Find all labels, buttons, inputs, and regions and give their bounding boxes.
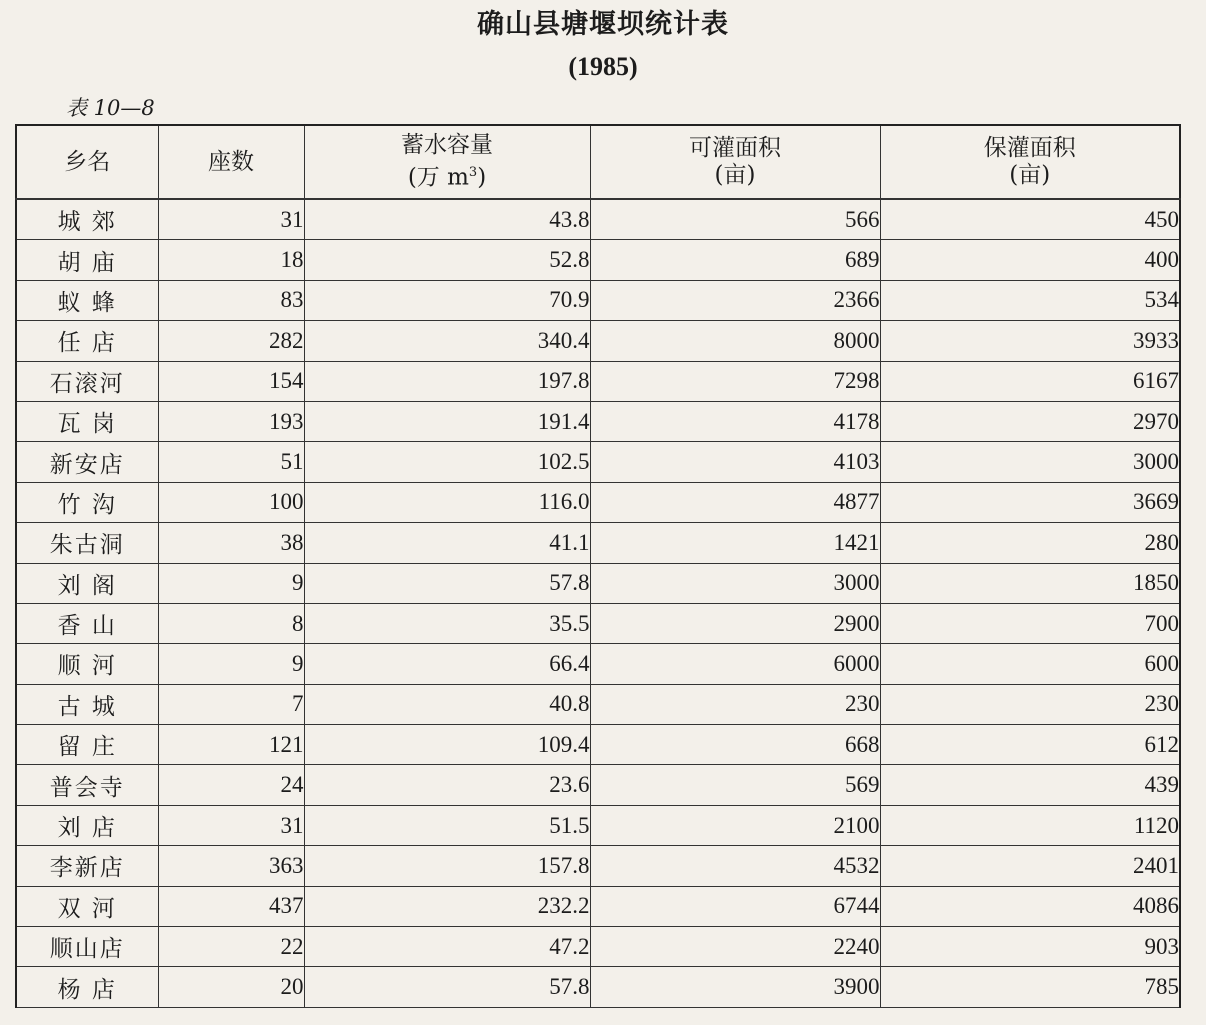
table-number: 表 10—8 <box>66 96 155 120</box>
storage-cell: 35.5 <box>304 603 590 643</box>
count-cell: 83 <box>158 280 304 320</box>
table-row <box>16 321 1180 361</box>
header-storage-unit-exponent: 3 <box>468 165 478 181</box>
table-row <box>16 523 1180 563</box>
header-count-label: 座数 <box>208 148 254 175</box>
header-count <box>158 125 304 199</box>
irrigable-area-cell: 4877 <box>590 482 880 522</box>
count-cell: 24 <box>158 765 304 805</box>
guaranteed-area-cell: 439 <box>880 765 1180 805</box>
storage-cell: 52.8 <box>304 240 590 280</box>
count-cell: 193 <box>158 401 304 441</box>
count-cell: 7 <box>158 684 304 724</box>
township-cell: 李新店 <box>16 846 158 886</box>
township-cell: 石滚河 <box>16 361 158 401</box>
table-row <box>16 563 1180 603</box>
count-cell: 31 <box>158 805 304 845</box>
guaranteed-area-cell: 2401 <box>880 846 1180 886</box>
header-guaranteed <box>880 125 1180 199</box>
irrigable-area-cell: 689 <box>590 240 880 280</box>
storage-cell: 51.5 <box>304 805 590 845</box>
irrigable-area-cell: 566 <box>590 199 880 240</box>
guaranteed-area-cell: 903 <box>880 927 1180 967</box>
storage-cell: 197.8 <box>304 361 590 401</box>
table-body <box>16 199 1180 1007</box>
guaranteed-area-cell: 1850 <box>880 563 1180 603</box>
header-storage-unit <box>305 159 590 192</box>
guaranteed-area-cell: 700 <box>880 603 1180 643</box>
guaranteed-area-cell: 280 <box>880 523 1180 563</box>
count-cell: 363 <box>158 846 304 886</box>
irrigable-area-cell: 3900 <box>590 967 880 1007</box>
header-storage <box>304 125 590 199</box>
count-cell: 51 <box>158 442 304 482</box>
guaranteed-area-cell: 612 <box>880 725 1180 765</box>
header-irrigable <box>590 125 880 199</box>
storage-cell: 157.8 <box>304 846 590 886</box>
guaranteed-area-cell: 3000 <box>880 442 1180 482</box>
guaranteed-area-cell: 3933 <box>880 321 1180 361</box>
guaranteed-area-cell: 600 <box>880 644 1180 684</box>
count-cell: 282 <box>158 321 304 361</box>
table-row <box>16 805 1180 845</box>
count-cell: 9 <box>158 563 304 603</box>
township-cell: 竹 沟 <box>16 482 158 522</box>
count-cell: 38 <box>158 523 304 563</box>
header-township-label: 乡名 <box>64 148 111 175</box>
table-row <box>16 199 1180 240</box>
guaranteed-area-cell: 785 <box>880 967 1180 1007</box>
guaranteed-area-cell: 450 <box>880 199 1180 240</box>
table-row <box>16 401 1180 441</box>
irrigable-area-cell: 2900 <box>590 603 880 643</box>
township-cell: 顺山店 <box>16 927 158 967</box>
storage-cell: 191.4 <box>304 401 590 441</box>
count-cell: 22 <box>158 927 304 967</box>
irrigable-area-cell: 2366 <box>590 280 880 320</box>
storage-cell: 66.4 <box>304 644 590 684</box>
count-cell: 18 <box>158 240 304 280</box>
guaranteed-area-cell: 6167 <box>880 361 1180 401</box>
irrigable-area-cell: 1421 <box>590 523 880 563</box>
count-cell: 100 <box>158 482 304 522</box>
township-cell: 城 郊 <box>16 199 158 240</box>
table-row <box>16 684 1180 724</box>
storage-cell: 232.2 <box>304 886 590 926</box>
storage-cell: 116.0 <box>304 482 590 522</box>
table-row <box>16 361 1180 401</box>
count-cell: 154 <box>158 361 304 401</box>
header-guaranteed-unit: (亩) <box>1009 162 1051 188</box>
table-row <box>16 240 1180 280</box>
irrigable-area-cell: 2240 <box>590 927 880 967</box>
irrigable-area-cell: 7298 <box>590 361 880 401</box>
township-cell: 双 河 <box>16 886 158 926</box>
table-row <box>16 482 1180 522</box>
storage-cell: 41.1 <box>304 523 590 563</box>
irrigable-area-cell: 8000 <box>590 321 880 361</box>
irrigable-area-cell: 569 <box>590 765 880 805</box>
township-cell: 刘 阁 <box>16 563 158 603</box>
count-cell: 8 <box>158 603 304 643</box>
header-irrigable-unit: (亩) <box>714 162 756 188</box>
irrigable-area-cell: 6744 <box>590 886 880 926</box>
irrigable-area-cell: 4178 <box>590 401 880 441</box>
township-cell: 蚁 蜂 <box>16 280 158 320</box>
township-cell: 任 店 <box>16 321 158 361</box>
count-cell: 437 <box>158 886 304 926</box>
storage-cell: 23.6 <box>304 765 590 805</box>
guaranteed-area-cell: 1120 <box>880 805 1180 845</box>
header-storage-unit-prefix: (万 m <box>407 164 469 191</box>
irrigable-area-cell: 668 <box>590 725 880 765</box>
township-cell: 胡 庙 <box>16 240 158 280</box>
header-township <box>16 125 158 199</box>
guaranteed-area-cell: 2970 <box>880 401 1180 441</box>
guaranteed-area-cell: 4086 <box>880 886 1180 926</box>
header-storage-unit-suffix: ) <box>477 164 487 191</box>
header-irrigable-label: 可灌面积 <box>689 135 781 161</box>
table-row <box>16 280 1180 320</box>
irrigable-area-cell: 3000 <box>590 563 880 603</box>
storage-cell: 57.8 <box>304 967 590 1007</box>
township-cell: 朱古洞 <box>16 523 158 563</box>
table-row <box>16 967 1180 1007</box>
header-guaranteed-label: 保灌面积 <box>983 135 1076 161</box>
table-row <box>16 442 1180 482</box>
table-row <box>16 886 1180 926</box>
storage-cell: 70.9 <box>304 280 590 320</box>
count-cell: 9 <box>158 644 304 684</box>
township-cell: 香 山 <box>16 603 158 643</box>
township-cell: 古 城 <box>16 684 158 724</box>
count-cell: 20 <box>158 967 304 1007</box>
irrigable-area-cell: 6000 <box>590 644 880 684</box>
storage-cell: 109.4 <box>304 725 590 765</box>
storage-cell: 340.4 <box>304 321 590 361</box>
township-cell: 普会寺 <box>16 765 158 805</box>
count-cell: 121 <box>158 725 304 765</box>
guaranteed-area-cell: 3669 <box>880 482 1180 522</box>
irrigable-area-cell: 2100 <box>590 805 880 845</box>
guaranteed-area-cell: 230 <box>880 684 1180 724</box>
guaranteed-area-cell: 400 <box>880 240 1180 280</box>
irrigable-area-cell: 4532 <box>590 846 880 886</box>
township-cell: 杨 店 <box>16 967 158 1007</box>
count-cell: 31 <box>158 199 304 240</box>
irrigable-area-cell: 4103 <box>590 442 880 482</box>
guaranteed-area-cell: 534 <box>880 280 1180 320</box>
township-cell: 新安店 <box>16 442 158 482</box>
storage-cell: 57.8 <box>304 563 590 603</box>
table-row <box>16 927 1180 967</box>
reservoir-statistics-table <box>15 124 1181 1008</box>
table-title: 确山县塘堰坝统计表 <box>477 9 729 40</box>
table-row <box>16 725 1180 765</box>
storage-cell: 47.2 <box>304 927 590 967</box>
table-header-row <box>16 125 1180 199</box>
township-cell: 留 庄 <box>16 725 158 765</box>
storage-cell: 43.8 <box>304 199 590 240</box>
storage-cell: 102.5 <box>304 442 590 482</box>
township-cell: 顺 河 <box>16 644 158 684</box>
table-row <box>16 603 1180 643</box>
table-year: (1985) <box>568 52 638 81</box>
table-row <box>16 644 1180 684</box>
township-cell: 瓦 岗 <box>16 401 158 441</box>
header-storage-label: 蓄水容量 <box>401 132 493 159</box>
irrigable-area-cell: 230 <box>590 684 880 724</box>
storage-cell: 40.8 <box>304 684 590 724</box>
table-row <box>16 765 1180 805</box>
table-row <box>16 846 1180 886</box>
township-cell: 刘 店 <box>16 805 158 845</box>
